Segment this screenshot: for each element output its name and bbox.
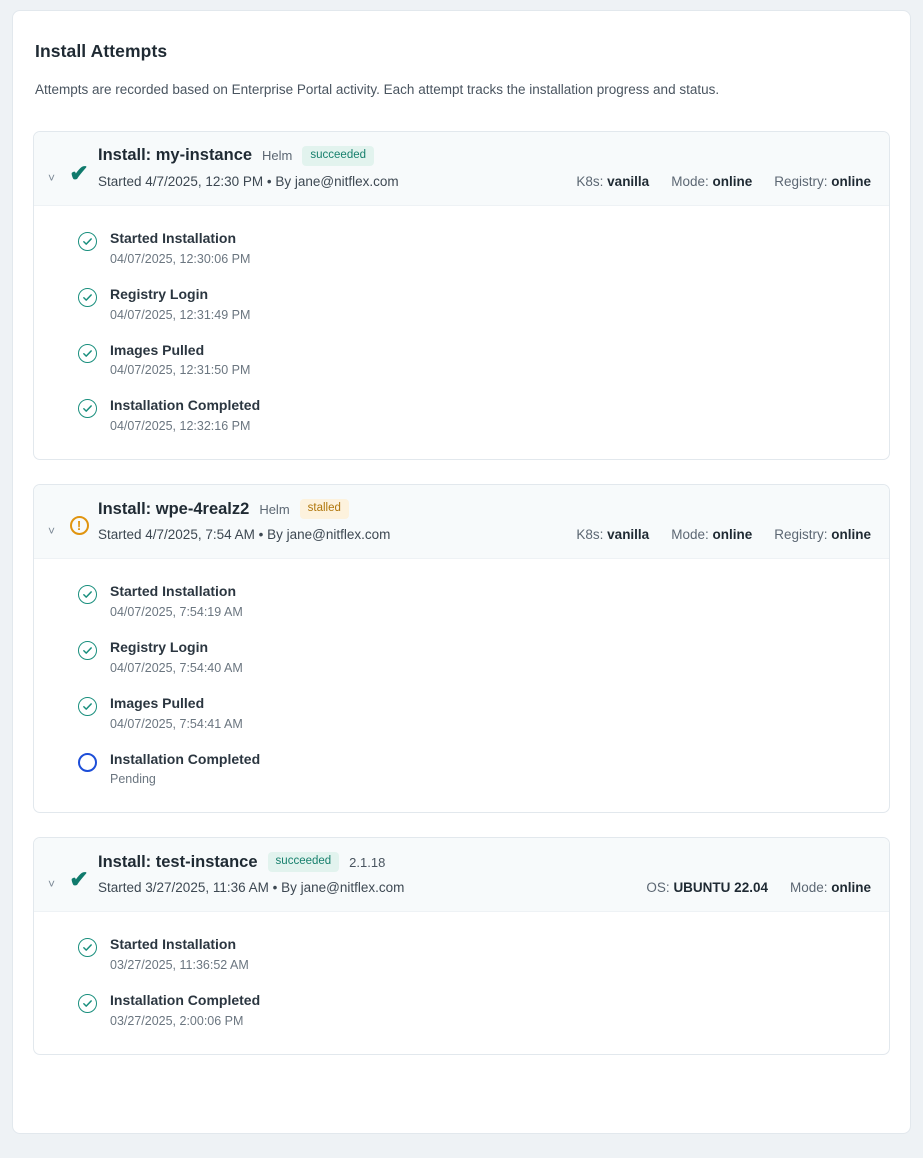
attempt-chart-type: Helm xyxy=(262,148,293,164)
step-text xyxy=(110,936,249,972)
attempt-card xyxy=(33,837,890,1055)
step-label: Images Pulled xyxy=(110,694,205,711)
step-label: Registry Login xyxy=(110,638,209,655)
attempt-title: Install: my-instance xyxy=(98,146,253,165)
attempt-header[interactable] xyxy=(34,132,889,206)
step-check-icon xyxy=(78,232,97,251)
step-label: Installation Completed xyxy=(110,992,261,1009)
attempt-version: 2.1.18 xyxy=(349,854,386,870)
step-text xyxy=(110,397,260,433)
attempt-header-main xyxy=(94,146,576,189)
attempt-card xyxy=(33,484,890,813)
attempt-subtitle: Started 3/27/2025, 11:36 AM • By jane@nitflex.com xyxy=(98,880,405,896)
step-text xyxy=(110,230,250,266)
status-badge: succeeded xyxy=(268,852,340,872)
attempt-meta-item: Registry: online xyxy=(774,174,871,189)
step-text xyxy=(110,639,243,675)
step-row xyxy=(78,342,871,378)
step-text xyxy=(110,583,243,619)
step-timestamp: 04/07/2025, 7:54:40 AM xyxy=(110,660,243,675)
step-text xyxy=(110,751,260,787)
step-label: Started Installation xyxy=(110,230,237,246)
step-text xyxy=(110,695,243,731)
attempt-header[interactable] xyxy=(34,838,889,912)
step-text xyxy=(110,286,250,322)
step-check-icon xyxy=(78,938,97,957)
chevron-down-icon[interactable]: ˅ xyxy=(48,171,56,185)
step-text xyxy=(110,992,260,1028)
step-timestamp: 04/07/2025, 12:31:49 PM xyxy=(110,307,251,322)
step-row xyxy=(78,583,871,619)
step-check-icon xyxy=(78,399,97,418)
step-row xyxy=(78,751,871,787)
page-title: Install Attempts xyxy=(35,41,168,61)
attempt-meta xyxy=(576,174,871,189)
attempt-title: Install: wpe-4realz2 xyxy=(98,499,250,518)
attempt-card xyxy=(33,131,890,460)
attempt-meta-item: K8s: vanilla xyxy=(576,527,650,543)
step-timestamp: 04/07/2025, 7:54:19 AM xyxy=(110,604,243,619)
attempt-title-row xyxy=(98,499,576,519)
status-badge: stalled xyxy=(300,499,349,519)
attempt-meta xyxy=(646,880,871,895)
step-label: Started Installation xyxy=(110,583,237,600)
check-icon: ✔ xyxy=(69,160,89,186)
page-subtitle: Attempts are recorded based on Enterprise Portal activity. Each attempt tracks the installation progress and status. xyxy=(35,82,720,97)
attempt-steps xyxy=(34,206,889,459)
step-check-icon xyxy=(78,994,97,1013)
attempt-title: Install: test-instance xyxy=(98,852,258,871)
chevron-down-icon[interactable]: ˅ xyxy=(48,524,56,539)
attempt-header-main xyxy=(94,852,646,895)
step-label: Images Pulled xyxy=(110,341,205,358)
attempt-chart-type: Helm xyxy=(259,501,290,517)
step-timestamp: Pending xyxy=(110,772,156,787)
attempt-status-icon xyxy=(64,868,94,891)
attempt-meta-item: Registry: online xyxy=(774,527,871,543)
step-check-icon xyxy=(78,288,97,307)
step-timestamp: 04/07/2025, 12:32:16 PM xyxy=(110,419,251,434)
warning-icon: ! xyxy=(70,516,89,535)
step-row xyxy=(78,992,871,1028)
status-badge: succeeded xyxy=(302,146,374,166)
attempt-meta-item: Mode: online xyxy=(789,880,871,896)
attempt-title-row xyxy=(98,146,576,166)
install-attempts-panel xyxy=(12,10,911,1134)
attempt-header-main xyxy=(94,499,576,542)
step-timestamp: 04/07/2025, 12:31:50 PM xyxy=(110,363,251,378)
attempt-meta xyxy=(576,527,871,542)
step-text xyxy=(110,342,250,378)
step-check-icon xyxy=(78,697,97,716)
step-label: Started Installation xyxy=(110,936,237,953)
step-label: Installation Completed xyxy=(110,750,261,767)
step-row xyxy=(78,695,871,731)
step-row xyxy=(78,286,871,322)
attempt-status-icon xyxy=(64,515,94,535)
attempt-meta-item: Mode: online xyxy=(671,527,753,543)
step-label: Installation Completed xyxy=(110,397,261,414)
attempt-subtitle: Started 4/7/2025, 7:54 AM • By jane@nitflex.com xyxy=(98,527,391,543)
attempt-meta-item: Mode: online xyxy=(671,174,753,189)
step-label: Registry Login xyxy=(110,285,209,302)
attempt-meta-item: OS: UBUNTU 22.04 xyxy=(646,880,768,896)
step-row xyxy=(78,936,871,972)
step-timestamp: 04/07/2025, 12:30:06 PM xyxy=(110,251,251,266)
attempts-list xyxy=(33,131,890,1055)
attempt-steps xyxy=(34,912,889,1054)
attempt-status-icon xyxy=(64,162,94,185)
attempt-meta-item: K8s: vanilla xyxy=(576,174,650,189)
step-row xyxy=(78,397,871,433)
step-check-icon xyxy=(78,344,97,363)
step-check-icon xyxy=(78,641,97,660)
pending-circle-icon xyxy=(78,753,97,772)
attempt-header[interactable] xyxy=(34,485,889,559)
step-row xyxy=(78,230,871,266)
step-timestamp: 03/27/2025, 2:00:06 PM xyxy=(110,1013,244,1028)
step-check-icon xyxy=(78,585,97,604)
attempt-steps xyxy=(34,559,889,812)
step-timestamp: 04/07/2025, 7:54:41 AM xyxy=(110,716,243,731)
attempt-title-row xyxy=(98,852,646,872)
check-icon: ✔ xyxy=(69,866,89,893)
step-timestamp: 03/27/2025, 11:36:52 AM xyxy=(110,958,249,973)
chevron-down-icon[interactable]: ˅ xyxy=(48,877,56,892)
attempt-subtitle: Started 4/7/2025, 12:30 PM • By jane@nitflex.com xyxy=(98,173,399,189)
step-row xyxy=(78,639,871,675)
